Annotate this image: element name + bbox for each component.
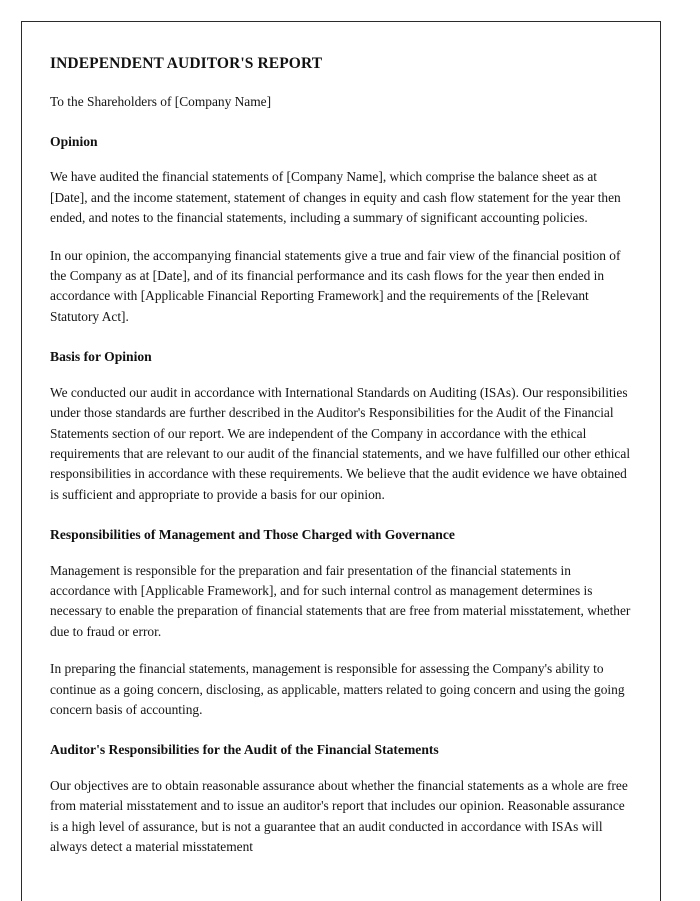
addressee-line: To the Shareholders of [Company Name] [50,94,272,110]
paragraph-opinion-statement: In our opinion, the accompanying financial statements give a true and fair view of the financial position of the Company as at [Date], and of its financial performance and its cash flows for the year then ended in accordance with [Applicable Financial Reporting Framework] and the requirements of the [Relevant Statutory Act]. [50,247,621,324]
section-heading-basis-for-opinion: Basis for Opinion [50,349,152,365]
section-heading-auditor-responsibilities: Auditor's Responsibilities for the Audit of the Financial Statements [50,742,439,758]
paragraph-going-concern: In preparing the financial statements, management is responsible for assessing the Company's ability to continue as a going concern, disclosing, as applicable, matters related to going concern and using the going concern basis of accounting. [50,661,625,717]
section-heading-management-responsibilities: Responsibilities of Management and Those Charged with Governance [50,527,455,543]
paragraph-basis-for-opinion: We conducted our audit in accordance with International Standards on Auditing (ISAs). Our responsibilities under those standards are further described in the Auditor's Responsibilities for the Audit of the Financial Statements section of our report. We are independent of the Company in accordance with the ethical requirements that are relevant to our audit of the financial statements, and we have fulfilled our other ethical responsibilities in accordance with these requirements. We believe that the audit evidence we have obtained is sufficient and appropriate to provide a basis for our opinion. [50,384,631,502]
page-title: INDEPENDENT AUDITOR'S REPORT [50,55,323,72]
paragraph-opinion-scope: We have audited the financial statements of [Company Name], which comprise the balance sheet as at [Date], and the income statement, statement of changes in equity and cash flow statement for the year then ended, and notes to the financial statements, including a summary of significant accounting policies. [50,169,621,226]
paragraph-auditor-objectives: Our objectives are to obtain reasonable assurance about whether the financial statements as a whole are free from material misstatement and to issue an auditor's report that includes our opinion. Reasonable assurance is a high level of assurance, but is not a guarantee that an audit conducted in accordance with ISAs will always detect a material misstatement [50,778,628,855]
paragraph-management-preparation: Management is responsible for the preparation and fair presentation of the financial statements in accordance with [Applicable Framework], and for such internal control as management determines is necessary to enable the preparation of financial statements that are free from material misstatement, whether due to fraud or error. [50,562,631,639]
section-heading-opinion: Opinion [50,133,98,149]
document-body [22,22,660,858]
document-page [21,21,661,901]
